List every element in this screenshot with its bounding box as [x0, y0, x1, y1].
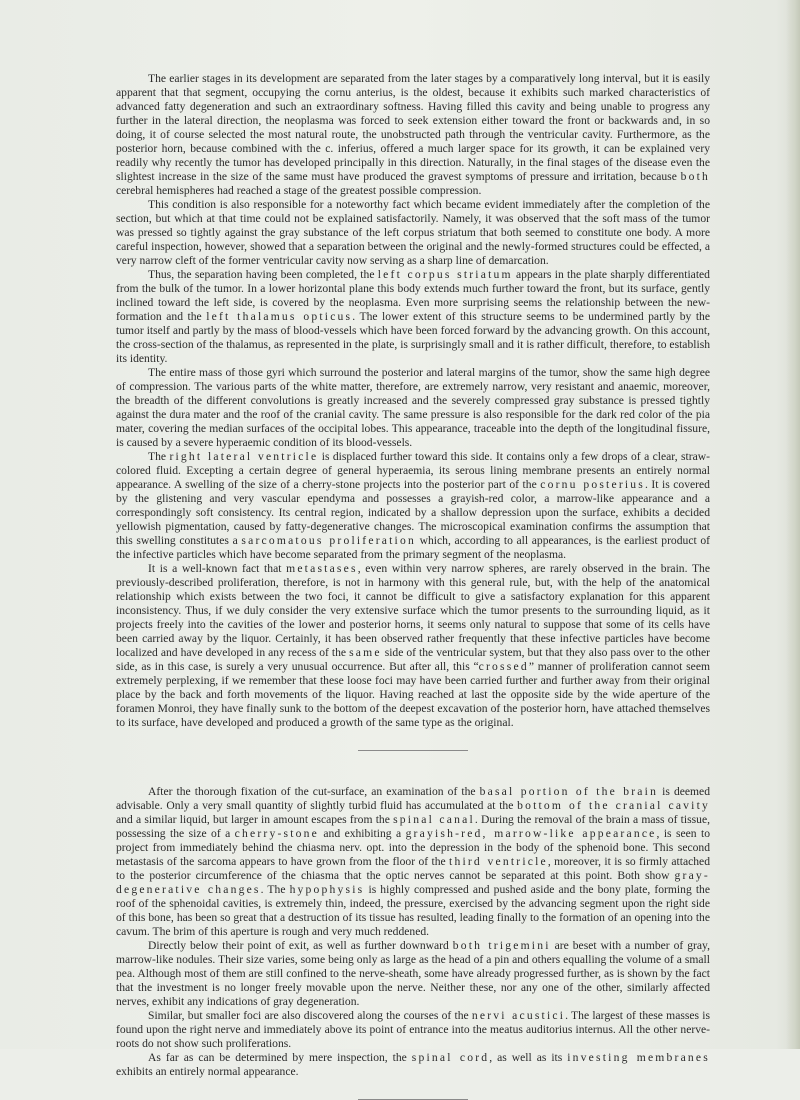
spaced-emphasis: left thalamus opticus — [206, 310, 353, 323]
text-run: Similar, but smaller foci are also discovered along the courses of the — [148, 1009, 472, 1022]
spaced-emphasis: nervi acustici — [471, 1009, 566, 1022]
text-run: . During the removal of the brain a mass of tissue, possessing the size of a — [116, 813, 710, 840]
spaced-emphasis: both trigemini — [452, 939, 551, 952]
spaced-emphasis: investing membranes — [567, 1051, 710, 1064]
paragraph — [116, 72, 710, 198]
spaced-emphasis: same — [349, 646, 382, 659]
text-run: is displaced further toward this side. It contains only a few drops of a clear, straw-colored fluid. Excepting a certain degree of general hyperaemia, its serous lining membrane presents an entirely normal appearance. A swelling of the size of a cherry-stone projects into the posterior part of the — [116, 450, 710, 491]
text-run: , is seen to project from immediately behind the chiasma nerv. opt. into the depression in the body of the sphenoid bone. This second metastasis of the sarcoma appears to have grown from the floor of the — [116, 827, 711, 868]
text-run: side of the ventricular system, but that they also pass over to the other side, as in this case, is surely a very unusual occurrence. But after all, this “ — [116, 646, 710, 673]
text-run: . It is covered by the glistening and very vascular ependyma and possesses a grayish-red color, a marrow-like appearance and a correspondingly soft consistency. Its central region, indicated by a shallow depression upon the surface, exhibits a decided yellowish pigmentation, caused by fatty-degenerative changes. The microscopical examination confirms the assumption that this swelling constitutes a — [116, 478, 710, 547]
spaced-emphasis: third ventricle — [449, 855, 548, 868]
text-run: The entire mass of those gyri which surround the posterior and lateral margins of the tumor, show the same high degree of compression. The various parts of the white matter, therefore, are extremely narrow, very resistant and anaemic, moreover, the breadth of the different convolutions is greatly increased and the severely compressed gray substance is pressed tightly against the dura mater and the roof of the cranial cavity. The same pressure is also responsible for the dark red color of the pia mater, covering the median surfaces of the occipital lobes. This appearance, traceable into the depth of the longitudinal fissure, is caused by a severe hyperaemic condition of its blood-vessels. — [116, 366, 710, 449]
spaced-emphasis: bottom of the cranial cavity — [517, 799, 710, 812]
text-run: The earlier stages in its development are separated from the later stages by a comparatively long interval, but it is easily apparent that that segment, occupying the cornu anterius, is the oldest, because it exhibits such marked characteristics of advanced fatty degeneration and such an extraordinary softness. Having filled this cavity and being unable to progress any further in the lateral direction, the neoplasma was forced to seek extension either toward the front or backwards and, in so doing, it of course selected the most natural route, the unobstructed path through the ventricular cavity. Furthermore, as the posterior horn, because combined with the c. inferius, offered a much larger space for its growth, it can be explained very readily why recently the tumor has developed principally in this direction. Naturally, in the final stages of the disease even the slightest increase in the size of the same must have produced the gravest symptoms of pressure and irritation, because — [116, 72, 710, 183]
text-run: ” manner of proliferation cannot seem extremely perplexing, if we remember that these loose foci may have been carried further and further away from their original place by the back and forth movements of the liquor. Having reached at last the opposite side by the wide aperture of the foramen Monroi, they have finally sunk to the bottom of the deepest excavation of the posterior horn, have attached themselves to its surface, have developed and produced a growth of the same type as the original. — [116, 660, 710, 729]
text-run: . The — [260, 883, 290, 896]
paragraph — [116, 1051, 710, 1079]
paragraph — [116, 562, 710, 730]
text-run: As far as can be determined by mere inspection, the — [148, 1051, 412, 1064]
text-run: and a similar liquid, but larger in amount escapes from the — [116, 813, 394, 826]
text-run: , as well as its — [489, 1051, 568, 1064]
spaced-emphasis: spinal cord — [411, 1051, 490, 1064]
paragraph — [116, 1009, 710, 1051]
spaced-emphasis: grayish-red, marrow-like appearance — [405, 827, 657, 840]
text-run: , moreover, it is so firmly attached to the posterior circumference of the chiasma that the optic nerves cannot be separated at this point. Both show — [116, 855, 710, 882]
text-run: Directly below their point of exit, as well as further downward — [148, 939, 453, 952]
text-run: . The largest of these masses is found upon the right nerve and immediately above its point of entrance into the meatus auditorius internus. All the other nerve-roots do not show such proliferations. — [116, 1009, 710, 1050]
spaced-emphasis: hypophysis — [289, 883, 365, 896]
text-run: is deemed advisable. Only a very small quantity of slightly turbid fluid has accumulated at the — [116, 785, 711, 812]
paragraph — [116, 450, 710, 562]
spaced-emphasis: cornu posterius — [540, 478, 646, 491]
spaced-emphasis: both — [680, 170, 710, 183]
paragraph — [116, 268, 710, 366]
section-divider — [358, 750, 468, 751]
paragraph — [116, 785, 710, 939]
text-run: The — [148, 450, 170, 463]
text-run: which, according to all appearances, is the earliest product of the infective particles which have become separated from the primary segment of the neoplasma. — [116, 534, 711, 561]
text-run: appears in the plate sharply differentiated from the bulk of the tumor. In a lower horizontal plane this body extends much further toward the front, but its surface, gently inclined toward the left side, is covered by the neoplasma. Even more surprising seems the relationship between the new-formation and the — [116, 268, 710, 323]
spaced-emphasis: metastases — [286, 562, 358, 575]
text-run: cerebral hemispheres had reached a stage of the greatest possible compression. — [116, 184, 482, 197]
paragraph — [116, 198, 710, 268]
spaced-emphasis: right lateral ventricle — [169, 450, 319, 463]
text-run: are beset with a number of gray, marrow-like nodules. Their size varies, some being only as large as the head of a pin and others equalling the volume of a small pea. Although most of them are still confined to the nerve-sheath, some have already progressed further, as is shown by the fact that the investment is no longer freely movable upon the nerve. Neither these, nor any one of the other, similarly affected nerves, exhibit any indications of gray degeneration. — [116, 939, 710, 1008]
text-run: and exhibiting a — [319, 827, 406, 840]
page-edge-shadow — [786, 0, 800, 1049]
paragraph — [116, 939, 710, 1009]
section-basal-examination — [116, 785, 710, 1079]
text-run: This condition is also responsible for a noteworthy fact which became evident immediately after the completion of the section, but which at that time could not be explained satisfactorily. Namely, it was observed that the soft mass of the tumor was pressed so tightly against the gray substance of the left corpus striatum that both seemed to constitute one body. A more careful inspection, however, showed that a separation between the original and the newly-formed structures could be effected, a very narrow cleft of the former ventricular cavity now serving as a sharp line of demarcation. — [116, 198, 710, 267]
spaced-emphasis: spinal canal — [393, 813, 475, 826]
spaced-emphasis: sarcomatous proliferation — [241, 534, 416, 547]
text-run: After the thorough fixation of the cut-surface, an examination of the — [148, 785, 480, 798]
spaced-emphasis: cherry-stone — [234, 827, 319, 840]
spaced-emphasis: crossed — [478, 660, 529, 673]
text-run: It is a well-known fact that — [148, 562, 287, 575]
document-body — [116, 72, 710, 1100]
paragraph — [116, 366, 710, 450]
text-run: . The lower extent of this structure seems to be undermined partly by the tumor itself and partly by the mass of blood-vessels which have been forced forward by the advancing growth. On this account, the cross-section of the thalamus, as represented in the plate, is surprisingly small and it is rather difficult, therefore, to establish its identity. — [116, 310, 710, 365]
text-run: exhibits an entirely normal appearance. — [116, 1065, 299, 1078]
spaced-emphasis: gray-degenerative changes — [116, 869, 710, 896]
spaced-emphasis: left corpus striatum — [377, 268, 513, 281]
spaced-emphasis: basal portion of the brain — [479, 785, 659, 798]
text-run: Thus, the separation having been completed, the — [148, 268, 378, 281]
text-run: , even within very narrow spheres, are rarely observed in the brain. The previously-described proliferation, therefore, is not in harmony with this general rule, but, with the help of the anatomical relationship which exists between the two foci, it cannot be difficult to give a satisfactory explanation for this apparent inconsistency. Thus, if we duly consider the very extensive surface which the tumor presents to the surrounding liquid, as it projects freely into the cavities of the lower and posterior horns, it seems only natural to suppose that some of its cells have been carried away by the liquor. Certainly, it has been observed rather frequently that these infective particles have become localized and have developed in any recess of the — [116, 562, 710, 659]
text-run: is highly compressed and pushed aside and the bony plate, forming the roof of the sphenoidal cavities, is extremely thin, indeed, the pressure, exercised by the advancing segment upon the right side of this bone, has been so great that a destruction of its tissue has resulted, leading finally to the formation of an opening into the cavum. The brim of this aperture is rough and very much reddened. — [116, 883, 710, 938]
section-tumor-description — [116, 72, 710, 730]
